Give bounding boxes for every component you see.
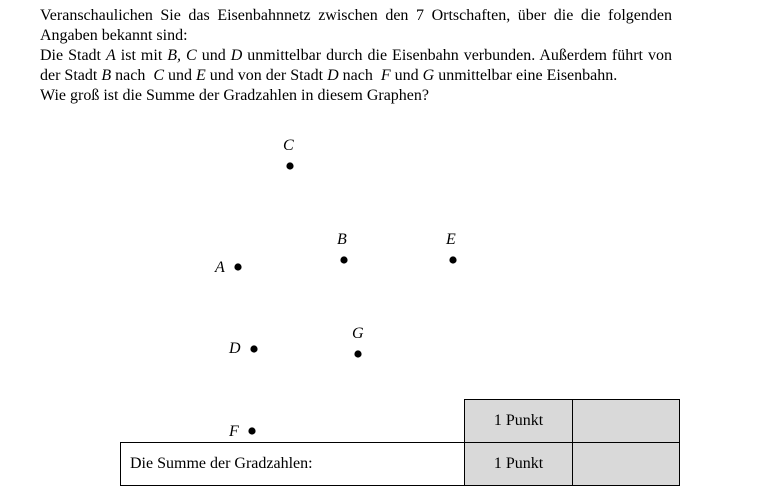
node-label-c: C: [283, 137, 294, 154]
points-cell-2: 1 Punkt: [464, 442, 573, 486]
node-label-b: B: [337, 231, 347, 248]
task-question: Wie groß ist die Summe der Gradzahlen in diesem Graphen?: [40, 87, 430, 104]
task-text: [40, 6, 672, 106]
node-label-f: F: [229, 423, 239, 440]
task-intro: Veranschaulichen Sie das Eisenbahnnetz zwischen den 7 Ortschaften, über die die folgenden Angaben bekannt sind:: [40, 7, 672, 44]
sum-label-cell: Die Summe der Gradzahlen:: [120, 442, 465, 486]
score-cell-2[interactable]: [572, 442, 680, 486]
node-e: [449, 256, 456, 263]
node-g: [354, 350, 361, 357]
node-label-a: A: [215, 259, 225, 276]
points-cell-1: 1 Punkt: [464, 399, 573, 443]
node-c: [286, 162, 293, 169]
node-label-g: G: [352, 325, 364, 342]
node-f: [248, 427, 255, 434]
task-connections: Die Stadt A ist mit B, C und D unmittelbar durch die Eisenbahn verbunden. Außerdem führt von der Stadt B nach C und E und von der Stadt D nach F und G unmittelbar eine Eisenbahn.: [40, 47, 672, 84]
node-label-e: E: [446, 231, 456, 248]
node-b: [340, 256, 347, 263]
node-label-d: D: [229, 340, 241, 357]
score-cell-1[interactable]: [572, 399, 680, 443]
node-a: [234, 263, 241, 270]
node-d: [250, 345, 257, 352]
